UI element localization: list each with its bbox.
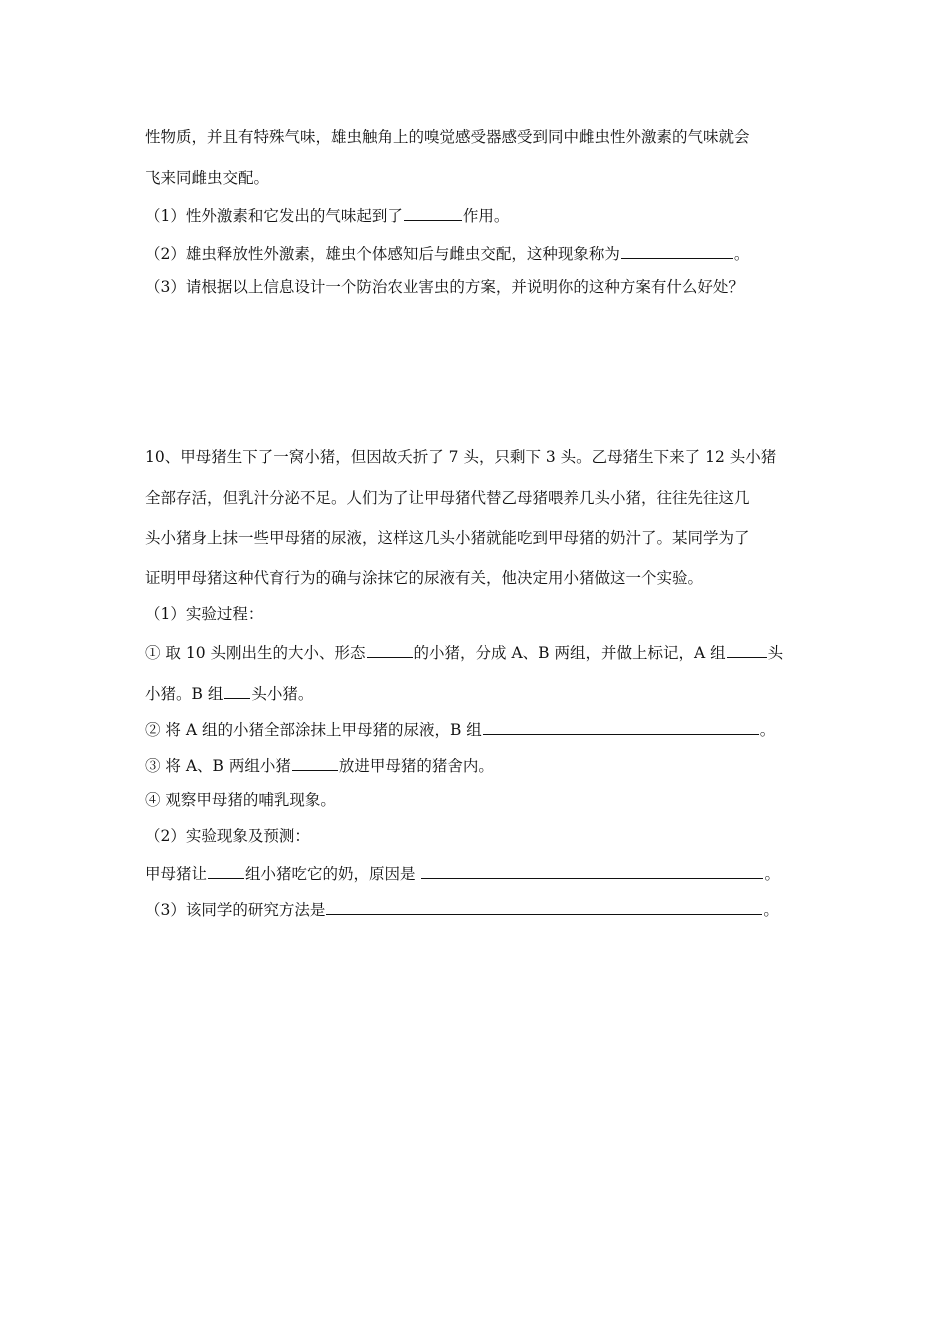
q9-sub1-suffix: 作用。 <box>462 207 510 225</box>
q9-sub1-prefix: （1）性外激素和它发出的气味起到了 <box>145 207 403 225</box>
q10-part2-title: （2）实验现象及预测： <box>145 827 310 845</box>
q10-part3-text-a: （3）该同学的研究方法是 <box>145 901 326 919</box>
q10-step1-text-c: 头 <box>767 644 784 662</box>
q10-step2-text-b: 。 <box>759 721 776 739</box>
q10-step3-blank[interactable] <box>292 753 338 771</box>
q10-step3-text-b: 放进甲母猪的猪舍内。 <box>338 757 494 775</box>
q10-pred-text-b: 组小猪吃它的奶，原因是 <box>245 865 416 883</box>
q9-subquestion-2 <box>145 241 815 265</box>
q9-sub2-suffix: 。 <box>733 245 750 263</box>
q10-text-line-2: 全部存活，但乳汁分泌不足。人们为了让甲母猪代替乙母猪喂养几头小猪，往往先往这几 <box>145 489 750 507</box>
q10-step1-blank-shape[interactable] <box>367 640 413 658</box>
q10-step1-text-b: 的小猪，分成 A、B 两组，并做上标记，A 组 <box>413 644 726 662</box>
q10-step-2 <box>145 717 815 741</box>
q9-sub2-answer-blank[interactable] <box>621 241 733 259</box>
q10-step1-text-a: ① 取 10 头刚出生的大小、形态 <box>145 644 366 662</box>
q10-prediction <box>145 861 815 885</box>
q9-text-line-2: 飞来同雌虫交配。 <box>145 169 270 187</box>
q10-step2-text-a: ② 将 A 组的小猪全部涂抹上甲母猪的尿液，B 组 <box>145 721 482 739</box>
q10-text-line-4: 证明甲母猪这种代育行为的确与涂抹它的尿液有关，他决定用小猪做这一个实验。 <box>145 569 704 587</box>
q9-subquestion-3: （3）请根据以上信息设计一个防治农业害虫的方案，并说明你的这种方案有什么好处？ <box>145 278 744 296</box>
q10-step1-text-e: 头小猪。 <box>251 685 314 703</box>
q10-text-line-1: 10、甲母猪生下了一窝小猪，但因故夭折了 7 头，只剩下 3 头。乙母猪生下来了 12 头小猪 <box>145 448 777 466</box>
q10-part3-text-b: 。 <box>763 901 779 919</box>
q10-pred-text-a: 甲母猪让 <box>145 865 208 883</box>
q10-part1-title: （1）实验过程： <box>145 605 264 623</box>
q10-pred-blank-group[interactable] <box>208 861 244 879</box>
q10-part3-blank-method[interactable] <box>326 897 762 915</box>
q10-part3 <box>145 897 815 921</box>
q10-pred-text-c: 。 <box>764 865 780 883</box>
q10-step2-blank[interactable] <box>483 717 759 735</box>
q10-step-3 <box>145 753 815 777</box>
q10-step-4: ④ 观察甲母猪的哺乳现象。 <box>145 791 336 809</box>
q10-step1-blank-b-count[interactable] <box>224 681 250 699</box>
q10-step3-text-a: ③ 将 A、B 两组小猪 <box>145 757 291 775</box>
q9-text-line-1: 性物质，并且有特殊气味，雄虫触角上的嗅觉感受器感受到同中雌虫性外激素的气味就会 <box>145 128 750 146</box>
q9-subquestion-1 <box>145 203 815 227</box>
q10-step-1-continued <box>145 681 815 705</box>
q10-text-line-3: 头小猪身上抹一些甲母猪的尿液，这样这几头小猪就能吃到甲母猪的奶汁了。某同学为了 <box>145 529 750 547</box>
q10-step-1 <box>145 640 815 664</box>
q9-sub1-answer-blank[interactable] <box>404 203 462 221</box>
q10-pred-blank-reason[interactable] <box>421 861 763 879</box>
q10-step1-blank-a-count[interactable] <box>727 640 767 658</box>
q9-sub2-prefix: （2）雄虫释放性外激素，雄虫个体感知后与雌虫交配，这种现象称为 <box>145 245 620 263</box>
q10-step1-text-d: 小猪。B 组 <box>145 685 224 703</box>
